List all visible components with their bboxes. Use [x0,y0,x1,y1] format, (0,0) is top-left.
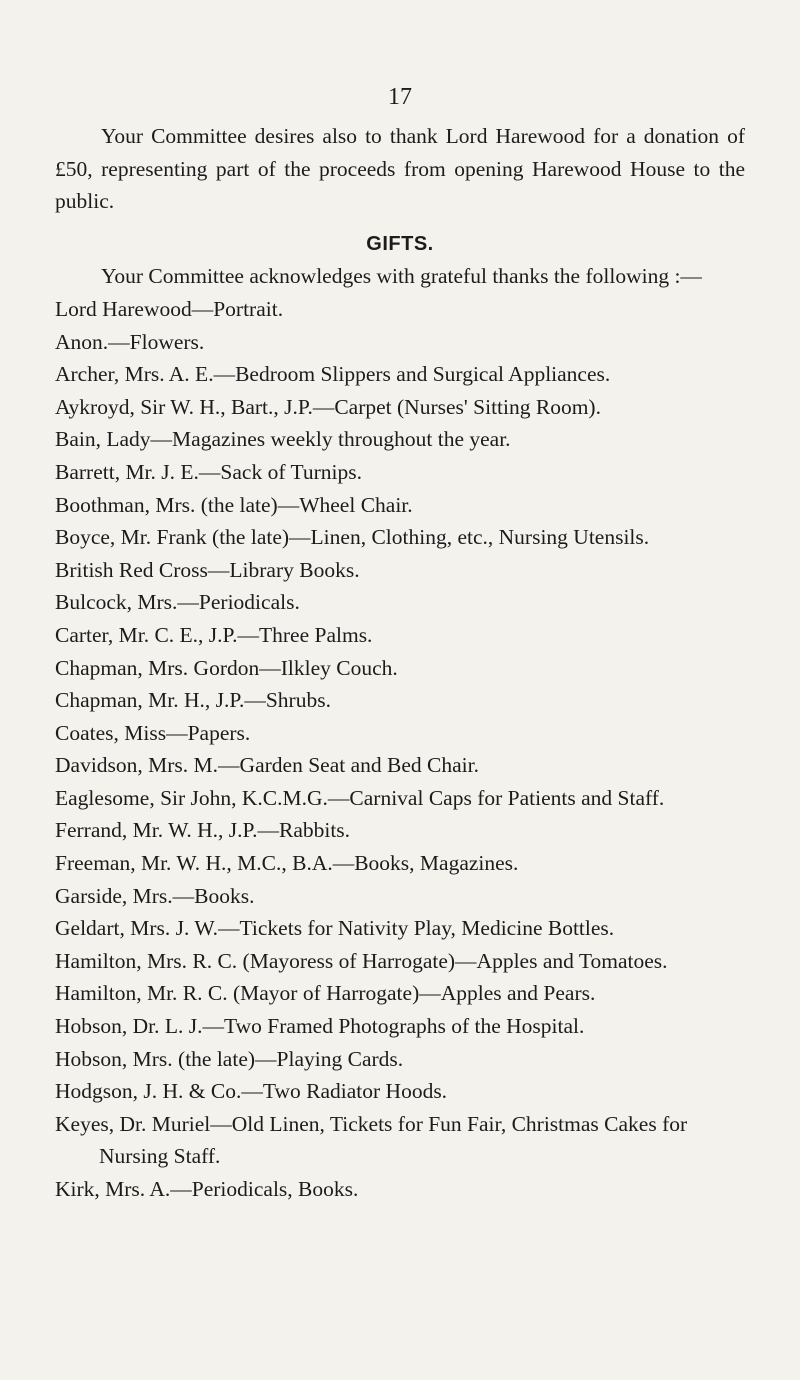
gift-entry: Chapman, Mr. H., J.P.—Shrubs. [55,688,331,713]
gift-entry: British Red Cross—Library Books. [55,557,360,582]
gift-entry: Bulcock, Mrs.—Periodicals. [55,590,300,615]
gift-entry: Barrett, Mr. J. E.—Sack of Turnips. [55,459,362,484]
gift-entry: Kirk, Mrs. A.—Periodicals, Books. [55,1177,359,1201]
acknowledgement-paragraph: Your Committee acknowledges with grateful thanks the following :— [101,264,702,289]
gift-entry: Lord Harewood—Portrait. [55,296,284,321]
gift-entry: Anon.—Flowers. [55,329,205,354]
gift-entry: Boothman, Mrs. (the late)—Wheel Chair. [55,492,413,517]
gift-entry: Coates, Miss—Papers. [55,720,251,745]
gift-entry: Bain, Lady—Magazines weekly throughout the year. [55,427,511,452]
gift-entry: Hobson, Mrs. (the late)—Playing Cards. [55,1046,404,1071]
gift-list [55,293,745,1206]
section-heading-gifts: GIFTS. [366,232,434,255]
intro-paragraph: Your Committee desires also to thank Lord Harewood for a donation of £50, representing part of the proceeds from opening Harewood House to the public. [55,124,745,214]
gift-entry: Freeman, Mr. W. H., M.C., B.A.—Books, Magazines. [55,851,519,876]
gift-entry: Boyce, Mr. Frank (the late)—Linen, Clothing, etc., Nursing Utensils. [55,525,650,550]
gift-entry: Garside, Mrs.—Books. [55,883,255,908]
gift-entry: Ferrand, Mr. W. H., J.P.—Rabbits. [55,818,351,843]
gift-entry: Davidson, Mrs. M.—Garden Seat and Bed Chair. [55,753,479,778]
gift-entry: Hodgson, J. H. & Co.—Two Radiator Hoods. [55,1079,448,1104]
gift-entry: Hamilton, Mr. R. C. (Mayor of Harrogate)—Apples and Pears. [55,981,596,1006]
gift-entry: Geldart, Mrs. J. W.—Tickets for Nativity Play, Medicine Bottles. [55,916,615,941]
gift-entry: Carter, Mr. C. E., J.P.—Three Palms. [55,622,373,647]
gift-entry: Archer, Mrs. A. E.—Bedroom Slippers and Surgical Appliances. [55,362,611,387]
gift-entry: Eaglesome, Sir John, K.C.M.G.—Carnival Caps for Patients and Staff. [55,785,665,810]
gift-entry: Chapman, Mrs. Gordon—Ilkley Couch. [55,655,398,680]
gift-entry: Aykroyd, Sir W. H., Bart., J.P.—Carpet (Nurses' Sitting Room). [55,394,601,419]
gift-entry: Hobson, Dr. L. J.—Two Framed Photographs of the Hospital. [55,1014,585,1039]
gift-entry: Hamilton, Mrs. R. C. (Mayoress of Harrogate)—Apples and Tomatoes. [55,948,668,973]
document-body [55,120,745,1206]
page-number: 17 [388,84,412,110]
gift-entry: Keyes, Dr. Muriel—Old Linen, Tickets for Fun Fair, Christmas Cakes for Nursing Staff. [55,1111,688,1169]
